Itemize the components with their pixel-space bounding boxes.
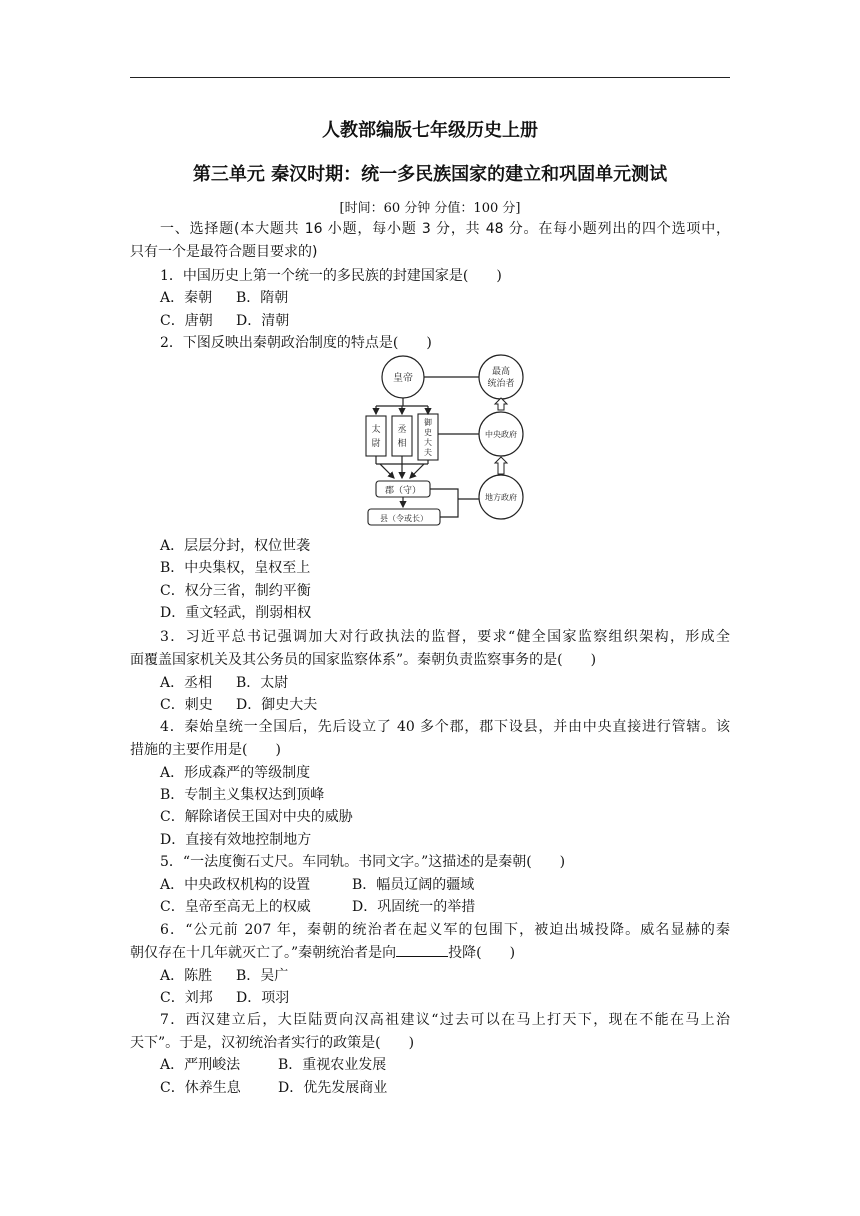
q6-stem-line2-tail: 投降( ) <box>448 945 516 961</box>
q6-options-row2 <box>160 987 289 1007</box>
q7-options-row1 <box>160 1054 386 1074</box>
q7-option-d[interactable]: D．优先发展商业 <box>278 1080 388 1096</box>
q4-option-c[interactable]: C．解除诸侯王国对中央的威胁 <box>160 809 353 825</box>
q5-options-row1 <box>160 874 474 894</box>
yushidafu-label-2: 史 <box>424 428 432 437</box>
supreme-label-1: 最高 <box>491 367 511 377</box>
q2-stem: 2．下图反映出秦朝政治制度的特点是( ) <box>160 335 432 351</box>
q7-options-row2 <box>160 1077 387 1097</box>
q2-option-a[interactable]: A．层层分封，权位世袭 <box>160 538 311 554</box>
q6-stem-line2 <box>130 942 515 962</box>
q3-option-d[interactable]: D．御史大夫 <box>236 697 318 713</box>
taiwei-label-1: 太 <box>371 425 381 435</box>
q1-options-row2 <box>160 310 289 330</box>
yushidafu-label-4: 夫 <box>424 448 432 457</box>
q2-option-d[interactable]: D．重文轻武，削弱相权 <box>160 605 312 621</box>
q4-option-b[interactable]: B．专制主义集权达到顶峰 <box>160 787 325 803</box>
q5-option-a[interactable]: A．中央政权机构的设置 <box>160 877 311 893</box>
chengxiang-label-2: 相 <box>397 439 407 449</box>
supreme-label-2: 统治者 <box>487 379 515 389</box>
q6-option-c[interactable]: C．刘邦 <box>160 990 213 1006</box>
q1-option-a[interactable]: A．秦朝 <box>160 290 213 306</box>
q3-options-row2 <box>160 694 317 714</box>
q1-option-b[interactable]: B．隋朝 <box>236 290 289 306</box>
taiwei-box <box>366 416 386 456</box>
q4-option-a[interactable]: A．形成森严的等级制度 <box>160 765 311 781</box>
q6-stem-line1: 6．“公元前 207 年，秦朝的统治者在起义军的包围下，被迫出城投降。威名显赫的秦 <box>160 922 730 938</box>
q6-option-b[interactable]: B．吴广 <box>236 968 289 984</box>
q7-option-c[interactable]: C．休养生息 <box>160 1080 241 1096</box>
central-to-supreme-arrow <box>495 398 507 410</box>
q2-option-b[interactable]: B．中央集权，皇权至上 <box>160 560 311 576</box>
q1-stem: 1．中国历史上第一个统一的多民族的封建国家是( ) <box>160 268 502 284</box>
q3-option-a[interactable]: A．丞相 <box>160 675 213 691</box>
q5-option-b[interactable]: B．幅员辽阔的疆域 <box>352 877 475 893</box>
yushidafu-label-3: 大 <box>424 438 432 447</box>
q4-stem-line1: 4．秦始皇统一全国后，先后设立了 40 多个郡，郡下设县，并由中央直接进行管辖。该 <box>160 719 730 735</box>
q1-option-c[interactable]: C．唐朝 <box>160 313 213 329</box>
q5-option-d[interactable]: D．巩固统一的举措 <box>352 899 476 915</box>
q6-stem-line2-text: 朝仅存在十几年就灭亡了。”秦朝统治者是向 <box>130 945 397 961</box>
q6-answer-blank[interactable] <box>396 944 448 957</box>
q6-options-row1 <box>160 965 288 985</box>
emperor-label: 皇帝 <box>393 373 413 384</box>
section-heading-line2: 只有一个是最符合题目要求的) <box>130 244 318 260</box>
jun-label: 郡（守） <box>384 486 422 496</box>
exam-meta: [时间：60 分钟 分值：100 分] <box>339 201 521 216</box>
xian-label: 县（令或长） <box>380 514 428 523</box>
q4-option-d[interactable]: D．直接有效地控制地方 <box>160 832 312 848</box>
q7-option-b[interactable]: B．重视农业发展 <box>278 1057 387 1073</box>
chengxiang-label-1: 丞 <box>397 425 407 435</box>
q6-option-a[interactable]: A．陈胜 <box>160 968 213 984</box>
q5-option-c[interactable]: C．皇帝至高无上的权威 <box>160 899 311 915</box>
yushidafu-label-1: 御 <box>424 418 432 427</box>
q1-option-d[interactable]: D．清朝 <box>236 313 290 329</box>
supreme-ruler-node <box>479 355 523 399</box>
q2-option-c[interactable]: C．权分三省，制约平衡 <box>160 583 311 599</box>
chengxiang-box <box>392 416 412 456</box>
q6-option-d[interactable]: D．项羽 <box>236 990 290 1006</box>
local-to-central-arrow <box>495 457 507 474</box>
q5-options-row2 <box>160 896 475 916</box>
q7-stem-line2: 天下”。于是，汉初统治者实行的政策是( ) <box>130 1035 415 1051</box>
taiwei-label-2: 尉 <box>371 439 381 449</box>
section-heading-line1: 一、选择题(本大题共 16 小题，每小题 3 分，共 48 分。在每小题列出的四个选项中， <box>160 221 730 237</box>
q3-stem-line2: 面覆盖国家机关及其公务员的国家监察体系”。秦朝负责监察事务的是( ) <box>130 652 597 668</box>
central-government-label: 中央政府 <box>485 430 517 439</box>
q5-stem: 5．“一法度衡石丈尺。车同轨。书同文字。”这描述的是秦朝( ) <box>160 854 566 870</box>
q4-stem-line2: 措施的主要作用是( ) <box>130 742 281 758</box>
q3-option-c[interactable]: C．刺史 <box>160 697 213 713</box>
header-rule <box>130 77 730 78</box>
q7-stem-line1: 7．西汉建立后，大臣陆贾向汉高祖建议“过去可以在马上打天下，现在不能在马上治 <box>160 1012 730 1028</box>
qin-political-system-diagram <box>360 354 530 529</box>
local-government-label: 地方政府 <box>485 493 517 502</box>
q3-option-b[interactable]: B．太尉 <box>236 675 289 691</box>
document-title: 人教部编版七年级历史上册 <box>322 120 538 141</box>
q3-stem-line1: 3．习近平总书记强调加大对行政执法的监督，要求“健全国家监察组织架构，形成全 <box>160 629 730 645</box>
q7-option-a[interactable]: A．严刑峻法 <box>160 1057 241 1073</box>
document-subtitle: 第三单元 秦汉时期：统一多民族国家的建立和巩固单元测试 <box>192 164 668 185</box>
q3-options-row1 <box>160 672 288 692</box>
q1-options-row1 <box>160 287 288 307</box>
